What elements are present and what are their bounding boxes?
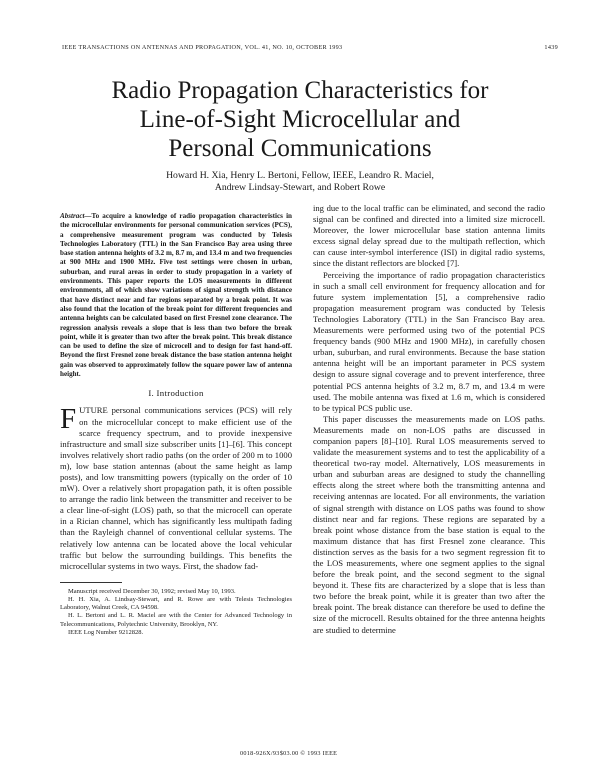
- intro-paragraph: [60, 405, 292, 571]
- paper-title: [40, 76, 560, 163]
- section-heading-introduction: I. Introduction: [148, 388, 204, 399]
- footnote-log-number: IEEE Log Number 9212828.: [68, 628, 144, 636]
- title-line-1: Radio Propagation Characteristics for: [111, 77, 489, 104]
- right-column: [313, 203, 545, 636]
- author-list: [60, 170, 540, 194]
- left-column: [60, 212, 292, 637]
- abstract-label: Abstract—: [60, 212, 92, 220]
- intro-text: personal communications services (PCS) will rely on the microcellular concept to make efficient use of the scarce frequency spectrum, and to provide inexpensive infrastructure and small size subscriber units [1]–[6]. This concept involves relatively short radio paths (on the order of 200 m to 1000 m), low base station antennas (about the same height as lamp posts), and low transmitting powers (typically on the order of 10 mW). Over a relatively short propagation path, it is often possible to arrange the radio link between the transmitter and receiver to be a clear line-of-sight (LOS) path, so that the microcell can operate in a Rician channel, which has significantly less multipath fading than the Rayleigh channel of conventional cellular systems. The relatively low antenna can be located above the local vehicular traffic but below the surrounding buildings. This benefits the microcellular systems in two ways. First, the shadow fad-: [60, 405, 292, 571]
- right-paragraph-1: ing due to the local traffic can be eliminated, and second the radio signal can be confined and directed into a limited size microcell. Moreover, the lower microcellular base station antenna limits excess signal delay spread due to the multipath reflection, which can cause inter-symbol interference (ISI) in digital radio systems, since the distant reflectors are blocked [7].: [313, 203, 545, 269]
- title-line-3: Personal Communications: [168, 135, 432, 162]
- lead-word: UTURE: [79, 405, 108, 416]
- footnote-divider: [60, 582, 122, 583]
- footnote-received: Manuscript received December 30, 1992; revised May 10, 1993.: [68, 587, 236, 595]
- right-paragraph-3: This paper discusses the measurements made on LOS paths. Measurements made on non-LOS paths are discussed in companion papers [8]–[10]. Rural LOS measurements served to validate the measurement systems and to test the applicability of a theoretical two-ray model. Alternatively, LOS measurements in urban and suburban areas are designed to study the channelling effects along the street where both the transmitting antenna and receiving antennas are located. For all environments, the variation of signal strength with distance on LOS paths was found to show distinct near and far regions. These regions are separated by a break point whose distance from the base station is equal to the maximum distance that has first Fresnel zone clearance. This distinction serves as the basis for a two segment regression fit to the LOS measurements, where one segment applies to the signal before the break point, and the second segment to the signal beyond it. These fits are characterized by a slope that is less than two before the break point, while it is greater than two after the break point. The break distance can therefore be used to define the size of the microcell. Results obtained for the three antenna heights are studied to determine: [313, 413, 545, 635]
- page-number: 1439: [544, 44, 558, 51]
- journal-name: IEEE TRANSACTIONS ON ANTENNAS AND PROPAGATION, VOL. 41, NO. 10, OCTOBER 1993: [62, 44, 343, 51]
- footnote-affiliation-2: H. L. Bertoni and L. R. Maciel are with the Center for Advanced Technology in Telecommunications, Polytechnic University, Brooklyn, NY.: [60, 612, 292, 628]
- right-paragraph-2: Perceiving the importance of radio propagation characteristics in such a small cell environment for frequency allocation and for future system implementation [5], a comprehensive radio propagation measurement program was conducted by Telesis Technologies Laboratory (TTL) in the San Francisco Bay area. Measurements were performed using two of the potential PCS frequency bands (900 MHz and 1900 MHz), in carefully chosen urban, suburban, and rural environments. Because the base station antenna height will be an important parameter in PCS system design to assure signal coverage and to prevent interference, three potential PCS antenna heights of 3.2 m, 8.7 m, and 13.4 m were used. The mobile antenna was fixed at 1.6 m, which is considered to be typical PCS public use.: [313, 269, 545, 413]
- authors-line-2: Andrew Lindsay-Stewart, and Robert Rowe: [214, 182, 386, 193]
- authors-line-1: Howard H. Xia, Henry L. Bertoni, Fellow, IEEE, Leandro R. Maciel,: [166, 170, 434, 181]
- title-line-2: Line-of-Sight Microcellular and: [139, 106, 461, 133]
- running-header: [62, 44, 558, 51]
- abstract-text: To acquire a knowledge of radio propagation characteristics in the microcellular environments for personal communication services (PCS), a comprehensive measurement program was conducted by Telesis Technologies Laboratory (TTL) in the San Francisco Bay area using three base station antenna heights of 3.2 m, 8.7 m, and 13.4 m and two frequencies at 900 MHz and 1900 MHz. Five test settings were chosen in urban, suburban, and rural areas in order to study propagation in a variety of environments. This paper reports the LOS measurements in different environments, all of which show variations of signal strength with distance that have distinct near and far regions separated by a break point. It was also found that the location of the break point for different frequencies and antenna heights can be calculated based on first Fresnel zone clearance. The regression analysis reveals a slope that is less than two before the break point, while it is greater than two after the break point. This break distance can be used to define the size of microcell and to design for fast hand-off. Beyond the first Fresnel zone break distance the base station antenna height gain was observed to approximately follow the square power law of antenna height.: [60, 212, 292, 379]
- footnote-affiliation-1: H. H. Xia, A. Lindsay-Stewart, and R. Rowe are with Telesis Technologies Laboratory, Walnut Creek, CA 94598.: [60, 596, 292, 612]
- copyright-line: 0018-926X/93$03.00 © 1993 IEEE: [240, 750, 338, 757]
- abstract: [60, 212, 292, 379]
- drop-cap: F: [60, 403, 77, 436]
- footnotes: [60, 588, 292, 637]
